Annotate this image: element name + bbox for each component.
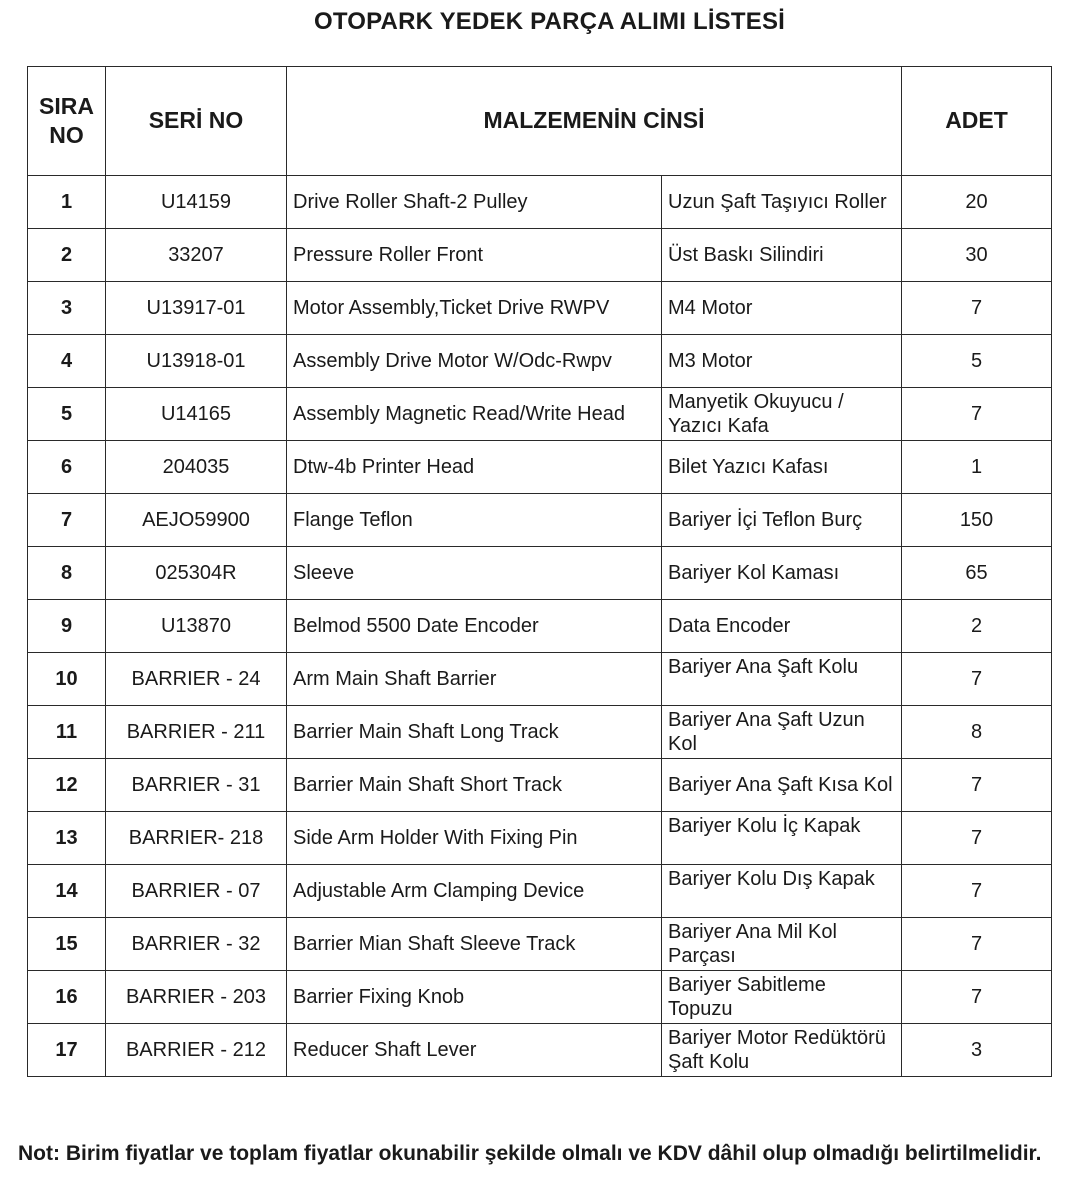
- material-name-en: Sleeve: [287, 547, 662, 600]
- serial-number: 025304R: [106, 547, 287, 600]
- table-row: [28, 176, 1052, 229]
- quantity: 65: [902, 547, 1052, 600]
- quantity: 7: [902, 759, 1052, 812]
- row-number: 2: [28, 229, 106, 282]
- table-row: [28, 600, 1052, 653]
- material-name-tr: Bariyer Ana Şaft Uzun Kol: [662, 706, 902, 759]
- material-name-en: Drive Roller Shaft-2 Pulley: [287, 176, 662, 229]
- quantity: 3: [902, 1024, 1052, 1077]
- row-number: 16: [28, 971, 106, 1024]
- quantity: 7: [902, 282, 1052, 335]
- header-serial: SERİ NO: [106, 67, 287, 176]
- quantity: 150: [902, 494, 1052, 547]
- quantity: 20: [902, 176, 1052, 229]
- table-row: [28, 547, 1052, 600]
- footer-note: Not: Birim fiyatlar ve toplam fiyatlar okunabilir şekilde olmalı ve KDV dâhil olup olmadığı belirtilmelidir.: [18, 1142, 1042, 1165]
- header-material: MALZEMENİN CİNSİ: [287, 67, 902, 176]
- material-name-en: Side Arm Holder With Fixing Pin: [287, 812, 662, 865]
- quantity: 8: [902, 706, 1052, 759]
- row-number: 14: [28, 865, 106, 918]
- material-name-en: Arm Main Shaft Barrier: [287, 653, 662, 706]
- table-header-row: [28, 67, 1052, 176]
- serial-number: BARRIER - 212: [106, 1024, 287, 1077]
- material-name-tr: M3 Motor: [662, 335, 902, 388]
- page-title: OTOPARK YEDEK PARÇA ALIMI LİSTESİ: [313, 8, 786, 35]
- row-number: 8: [28, 547, 106, 600]
- row-number: 5: [28, 388, 106, 441]
- row-number: 6: [28, 441, 106, 494]
- serial-number: BARRIER - 203: [106, 971, 287, 1024]
- material-name-en: Assembly Drive Motor W/Odc-Rwpv: [287, 335, 662, 388]
- serial-number: BARRIER - 24: [106, 653, 287, 706]
- row-number: 15: [28, 918, 106, 971]
- table-body: [28, 176, 1052, 1077]
- material-name-en: Adjustable Arm Clamping Device: [287, 865, 662, 918]
- table-row: [28, 706, 1052, 759]
- material-name-en: Barrier Fixing Knob: [287, 971, 662, 1024]
- row-number: 4: [28, 335, 106, 388]
- table-row: [28, 494, 1052, 547]
- serial-number: 33207: [106, 229, 287, 282]
- quantity: 7: [902, 865, 1052, 918]
- quantity: 2: [902, 600, 1052, 653]
- material-name-en: Motor Assembly,Ticket Drive RWPV: [287, 282, 662, 335]
- quantity: 1: [902, 441, 1052, 494]
- table-row: [28, 759, 1052, 812]
- material-name-en: Reducer Shaft Lever: [287, 1024, 662, 1077]
- material-name-tr: Uzun Şaft Taşıyıcı Roller: [662, 176, 902, 229]
- serial-number: U13870: [106, 600, 287, 653]
- header-sira-line1: SIRA: [39, 93, 94, 120]
- material-name-tr: Bariyer Ana Şaft Kısa Kol: [662, 759, 902, 812]
- row-number: 12: [28, 759, 106, 812]
- table-row: [28, 229, 1052, 282]
- row-number: 17: [28, 1024, 106, 1077]
- table-row: [28, 388, 1052, 441]
- table-row: [28, 865, 1052, 918]
- serial-number: BARRIER - 32: [106, 918, 287, 971]
- material-name-en: Belmod 5500 Date Encoder: [287, 600, 662, 653]
- material-name-tr: Bariyer Kolu İç Kapak: [662, 812, 902, 865]
- serial-number: U14165: [106, 388, 287, 441]
- row-number: 1: [28, 176, 106, 229]
- row-number: 3: [28, 282, 106, 335]
- header-qty: ADET: [902, 67, 1052, 176]
- quantity: 7: [902, 918, 1052, 971]
- table-row: [28, 653, 1052, 706]
- row-number: 9: [28, 600, 106, 653]
- quantity: 7: [902, 971, 1052, 1024]
- quantity: 5: [902, 335, 1052, 388]
- row-number: 7: [28, 494, 106, 547]
- table-row: [28, 335, 1052, 388]
- table-row: [28, 918, 1052, 971]
- table-row: [28, 441, 1052, 494]
- material-name-tr: Manyetik Okuyucu / Yazıcı Kafa: [662, 388, 902, 441]
- serial-number: U13918-01: [106, 335, 287, 388]
- material-name-en: Barrier Mian Shaft Sleeve Track: [287, 918, 662, 971]
- quantity: 7: [902, 388, 1052, 441]
- material-name-en: Assembly Magnetic Read/Write Head: [287, 388, 662, 441]
- quantity: 30: [902, 229, 1052, 282]
- material-name-tr: Bariyer Ana Şaft Kolu: [662, 653, 902, 706]
- material-name-tr: Bariyer Kol Kaması: [662, 547, 902, 600]
- serial-number: BARRIER - 211: [106, 706, 287, 759]
- material-name-tr: Bilet Yazıcı Kafası: [662, 441, 902, 494]
- material-name-en: Barrier Main Shaft Long Track: [287, 706, 662, 759]
- quantity: 7: [902, 812, 1052, 865]
- serial-number: AEJO59900: [106, 494, 287, 547]
- serial-number: U14159: [106, 176, 287, 229]
- row-number: 11: [28, 706, 106, 759]
- table-row: [28, 1024, 1052, 1077]
- row-number: 13: [28, 812, 106, 865]
- material-name-en: Barrier Main Shaft Short Track: [287, 759, 662, 812]
- serial-number: BARRIER - 07: [106, 865, 287, 918]
- header-sira-no: [28, 67, 106, 176]
- row-number: 10: [28, 653, 106, 706]
- table-row: [28, 282, 1052, 335]
- table-row: [28, 812, 1052, 865]
- material-name-en: Dtw-4b Printer Head: [287, 441, 662, 494]
- serial-number: BARRIER - 31: [106, 759, 287, 812]
- parts-table: [27, 66, 1052, 1077]
- material-name-tr: Bariyer Motor Redüktörü Şaft Kolu: [662, 1024, 902, 1077]
- quantity: 7: [902, 653, 1052, 706]
- serial-number: U13917-01: [106, 282, 287, 335]
- material-name-tr: Bariyer Sabitleme Topuzu: [662, 971, 902, 1024]
- material-name-tr: Bariyer İçi Teflon Burç: [662, 494, 902, 547]
- header-sira-line2: NO: [49, 122, 84, 148]
- material-name-en: Flange Teflon: [287, 494, 662, 547]
- serial-number: BARRIER- 218: [106, 812, 287, 865]
- material-name-tr: M4 Motor: [662, 282, 902, 335]
- material-name-en: Pressure Roller Front: [287, 229, 662, 282]
- material-name-tr: Data Encoder: [662, 600, 902, 653]
- material-name-tr: Bariyer Ana Mil Kol Parçası: [662, 918, 902, 971]
- serial-number: 204035: [106, 441, 287, 494]
- material-name-tr: Bariyer Kolu Dış Kapak: [662, 865, 902, 918]
- material-name-tr: Üst Baskı Silindiri: [662, 229, 902, 282]
- table-row: [28, 971, 1052, 1024]
